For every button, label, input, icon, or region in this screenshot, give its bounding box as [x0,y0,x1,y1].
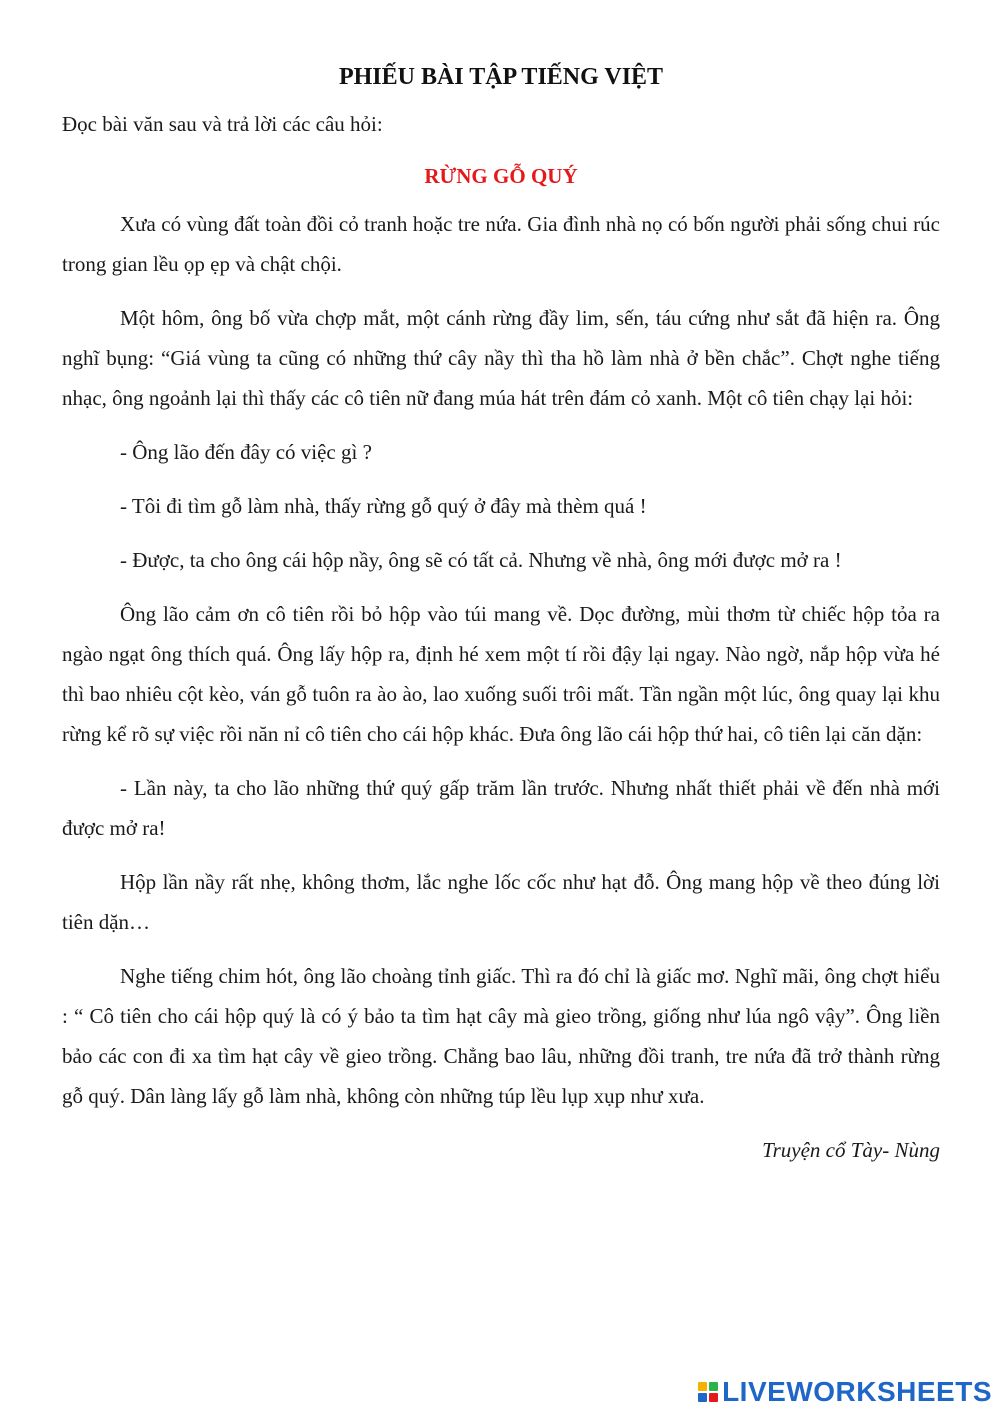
worksheet-title: PHIẾU BÀI TẬP TIẾNG VIỆT [338,64,664,90]
story-body [62,204,940,1116]
dialogue-line: - Tôi đi tìm gỗ làm nhà, thấy rừng gỗ quý ở đây mà thèm quá ! [120,494,647,518]
logo-block-2 [709,1382,718,1391]
story-paragraph: Nghe tiếng chim hót, ông lão choàng tỉnh giấc. Thì ra đó chỉ là giấc mơ. Nghĩ mãi, ông chợt hiểu : “ Cô tiên cho cái hộp quý là có ý bảo ta tìm hạt cây mà gieo trồng, giống như lúa ngô vậy”. Ông liền bảo các con đi xa tìm hạt cây về gieo trồng. Chẳng bao lâu, những đồi tranh, tre nứa đã trở thành rừng gỗ quý. Dân làng lấy gỗ làm nhà, không còn những túp lều lụp xụp như xưa. [62,964,940,1108]
story-paragraph: Một hôm, ông bố vừa chợp mắt, một cánh rừng đầy lim, sến, táu cứng như sắt đã hiện ra. Ông nghĩ bụng: “Giá vùng ta cũng có những thứ cây nầy thì tha hồ làm nhà ở bền chắc”. Chợt nghe tiếng nhạc, ông ngoảnh lại thì thấy các cô tiên nữ đang múa hát trên đám cỏ xanh. Một cô tiên chạy lại hỏi: [62,306,940,410]
dialogue-line: - Được, ta cho ông cái hộp nầy, ông sẽ có tất cả. Nhưng về nhà, ông mới được mở ra ! [120,548,842,572]
dialogue-line: - Lần này, ta cho lão những thứ quý gấp trăm lần trước. Nhưng nhất thiết phải về đến nhà mới được mở ra! [62,776,940,840]
watermark-text: LIVEWORKSHEETS [722,1376,992,1407]
story-paragraph: Hộp lần nầy rất nhẹ, không thơm, lắc nghe lốc cốc như hạt đỗ. Ông mang hộp về theo đúng lời tiên dặn… [62,870,940,934]
dialogue-line: - Ông lão đến đây có việc gì ? [120,440,372,464]
logo-block-1 [698,1382,707,1391]
logo-block-3 [698,1393,707,1402]
instruction-text: Đọc bài văn sau và trả lời các câu hỏi: [62,112,383,136]
story-title: RỪNG GỖ QUÝ [424,164,578,188]
worksheet [62,58,940,1170]
liveworksheets-watermark [698,1377,992,1407]
liveworksheets-logo-icon [698,1382,718,1402]
story-paragraph: Ông lão cảm ơn cô tiên rồi bỏ hộp vào túi mang về. Dọc đường, mùi thơm từ chiếc hộp tỏa ra ngào ngạt ông thích quá. Ông lấy hộp ra, định hé xem một tí rồi đậy lại ngay. Nào ngờ, nắp hộp vừa hé thì bao nhiêu cột kèo, ván gỗ tuôn ra ào ào, lao xuống suối trôi mất. Tần ngần một lúc, ông quay lại khu rừng kể rõ sự việc rồi năn nỉ cô tiên cho cái hộp khác. Đưa ông lão cái hộp thứ hai, cô tiên lại căn dặn: [62,602,940,746]
logo-block-4 [709,1393,718,1402]
story-paragraph: Xưa có vùng đất toàn đồi cỏ tranh hoặc tre nứa. Gia đình nhà nọ có bốn người phải sống chui rúc trong gian lều ọp ẹp và chật chội. [62,212,940,276]
story-source: Truyện cổ Tày- Nùng [762,1138,940,1162]
